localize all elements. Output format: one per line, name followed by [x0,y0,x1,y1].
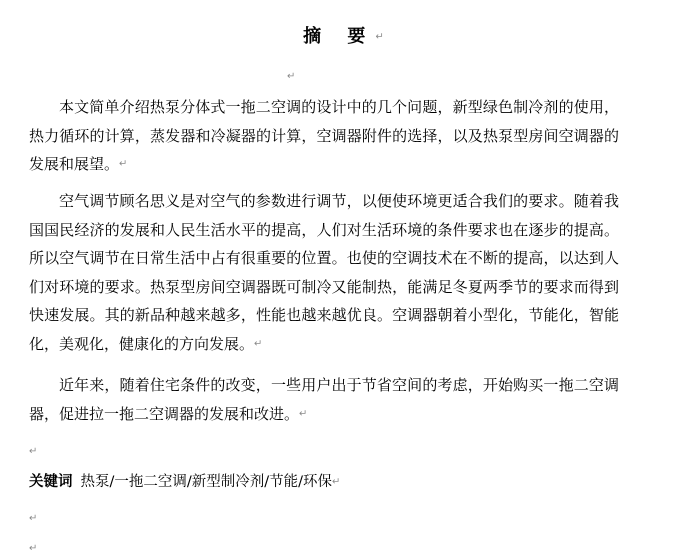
abstract-paragraph-1 [29,93,619,179]
paragraph-text: 本文简单介绍热泵分体式一拖二空调的设计中的几个问题，新型绿色制冷剂的使用，热力循环的计算，蒸发器和冷凝器的计算，空调器附件的选择，以及热泵型房间空调器的发展和展望。 [29,98,619,173]
empty-paragraph [29,538,37,557]
paragraph-text: 空气调节顾名思义是对空气的参数进行调节，以便使环境更适合我们的要求。随着我国国民经济的发展和人民生活水平的提高，人们对生活环境的条件要求也在逐步的提高。所以空气调节在日常生活中占有很重要的位置。也使的空调技术在不断的提高，以达到人们对环境的要求。热泵型房间空调器既可制冷又能制热，能满足冬夏两季节的要求而得到快速发展。其的新品种越来越多，性能也越来越优良。空调器朝着小型化，节能化，智能化，美观化，健康化的方向发展。 [29,192,619,353]
document-title [0,22,687,48]
abstract-paragraph-3 [29,371,619,428]
title-text: 摘 要 [303,26,376,47]
paragraph-mark-icon: ↵ [299,407,308,419]
paragraph-mark-icon: ↵ [29,543,38,554]
paragraph-text: 近年来，随着住宅条件的改变，一些用户出于节省空间的考虑，开始购买一拖二空调器，促进拉一拖二空调器的发展和改进。 [29,376,619,423]
abstract-paragraph-2 [29,187,619,358]
paragraph-mark-icon: ↵ [287,71,296,82]
paragraph-mark-icon: ↵ [254,337,263,349]
paragraph-mark-icon: ↵ [119,158,128,170]
empty-paragraph [287,66,295,85]
paragraph-mark-icon: ↵ [29,513,38,524]
keywords-line [29,470,340,491]
keywords-text: 热泵/一拖二空调/新型制冷剂/节能/环保 [80,474,333,490]
empty-paragraph [29,441,37,460]
empty-paragraph [29,508,37,527]
keywords-label: 关键词 [29,474,73,490]
paragraph-mark-icon: ↵ [375,31,384,43]
paragraph-mark-icon: ↵ [332,476,341,488]
paragraph-mark-icon: ↵ [29,446,38,457]
